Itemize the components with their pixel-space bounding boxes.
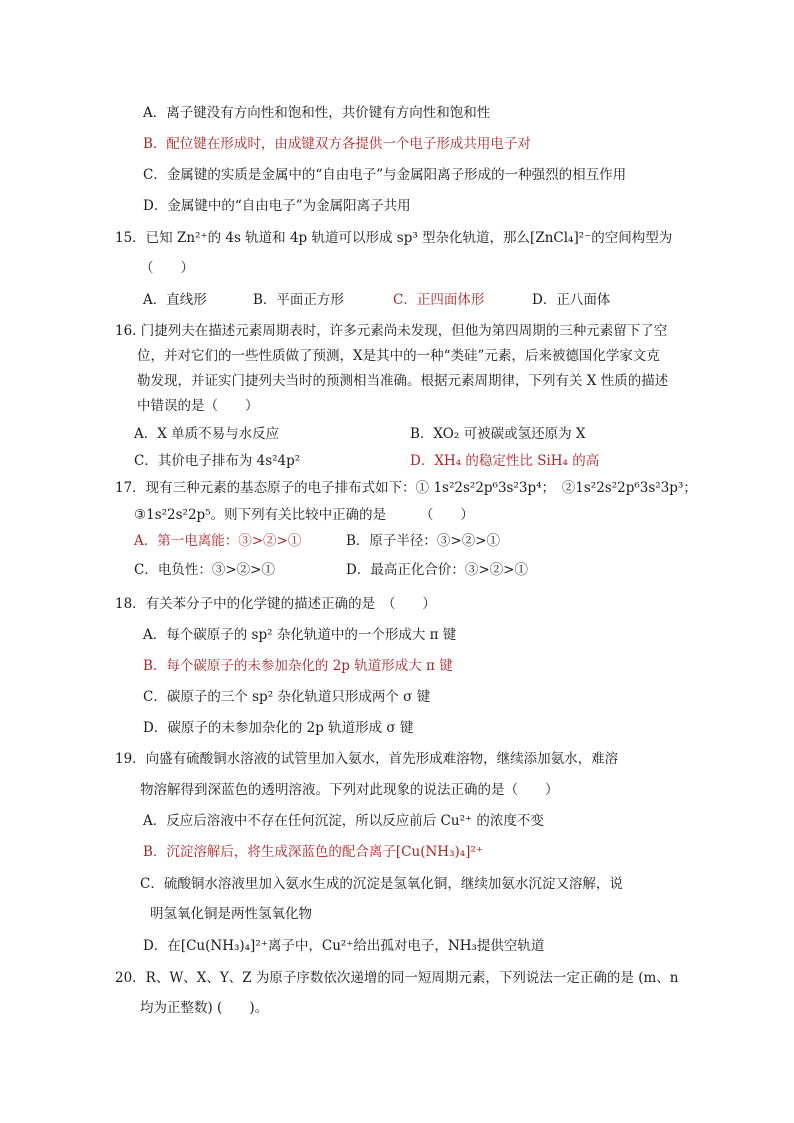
q17-options-row-2: [0, 560, 794, 580]
q17-stem-line-2: ③1s²2s²2p⁵。则下列有关比较中正确的是 （ ）: [134, 507, 474, 523]
q16-option-d-answer: D．XH₄ 的稳定性比 SiH₄ 的高: [410, 453, 600, 469]
q18-stem: 18．有关苯分子中的化学键的描述正确的是 （ ）: [115, 596, 436, 612]
q19-option-c-line-1: C．硫酸铜水溶液里加入氨水生成的沉淀是氢氧化铜，继续加氨水沉淀又溶解，说: [140, 876, 623, 892]
q19-option-c-line-2: 明氢氧化铜是两性氢氧化物: [150, 906, 312, 922]
q17-stem-line-1: 17．现有三种元素的基态原子的电子排布式如下：① 1s²2s²2p⁶3s²3p⁴； ②1s²2s²2p⁶3s²3p³；: [115, 480, 697, 496]
q18-option-c: C．碳原子的三个 sp² 杂化轨道只形成两个 σ 键: [143, 689, 431, 705]
q15-stem-line-1: 15．已知 Zn²⁺的 4s 轨道和 4p 轨道可以形成 sp³ 型杂化轨道，那么[ZnCl₄]²⁻的空间构型为: [115, 230, 673, 246]
q17-option-c: C．电负性：③>②>①: [134, 562, 275, 578]
q14-option-a: A．离子键没有方向性和饱和性，共价键有方向性和饱和性: [143, 105, 491, 121]
q16-options-row-2: [0, 451, 794, 471]
q19-stem-line-2: 物溶解得到深蓝色的透明溶液。下列对此现象的说法正确的是（ ）: [140, 782, 559, 798]
q20-stem-line-1: 20．R、W、X、Y、Z 为原子序数依次递增的同一短周期元素，下列说法一定正确的是 (m、n: [115, 970, 679, 986]
q19-option-a: A．反应后溶液中不存在任何沉淀，所以反应前后 Cu²⁺ 的浓度不变: [143, 813, 544, 829]
q16-options-row-1: [0, 424, 794, 444]
q17-options-row-1: [0, 531, 794, 551]
q15-option-a: A．直线形: [143, 292, 207, 308]
q14-option-b-answer: B．配位键在形成时，由成键双方各提供一个电子形成共用电子对: [143, 136, 531, 152]
q16-option-a: A．X 单质不易与水反应: [134, 426, 280, 442]
q15-option-b: B．平面正方形: [253, 292, 344, 308]
q16-option-c: C．其价电子排布为 4s²4p²: [134, 453, 301, 469]
q18-option-a: A．每个碳原子的 sp² 杂化轨道中的一个形成大 π 键: [143, 627, 457, 643]
q15-option-c-answer: C．正四面体形: [393, 292, 485, 308]
q15-option-d: D．正八面体: [532, 292, 611, 308]
q17-option-a-answer: A．第一电离能：③>②>①: [134, 533, 302, 549]
q19-stem-line-1: 19．向盛有硫酸铜水溶液的试管里加入氨水，首先形成难溶物，继续添加氨水，难溶: [115, 751, 619, 767]
q15-options-row: [0, 290, 794, 310]
q14-option-c: C．金属键的实质是金属中的“自由电子”与金属阳离子形成的一种强烈的相互作用: [143, 167, 627, 183]
q19-option-b-answer: B．沉淀溶解后，将生成深蓝色的配合离子[Cu(NH₃)₄]²⁺: [143, 844, 483, 860]
q17-option-b: B．原子半径：③>②>①: [346, 533, 501, 549]
q16-stem-line-2: 位，并对它们的一些性质做了预测，X是其中的一种“类硅”元素，后来被德国化学家文克: [137, 348, 660, 364]
q18-option-d: D．碳原子的未参加杂化的 2p 轨道形成 σ 键: [143, 720, 414, 736]
q19-option-d: D．在[Cu(NH₃)₄]²⁺离子中，Cu²⁺给出孤对电子，NH₃提供空轨道: [143, 938, 545, 954]
q15-stem-line-2: （ ）: [140, 260, 194, 276]
q14-option-d: D．金属键中的“自由电子”为金属阳离子共用: [143, 198, 411, 214]
q16-option-b: B．XO₂ 可被碳或氢还原为 X: [410, 426, 586, 442]
q16-stem-line-3: 勒发现，并证实门捷列夫当时的预测相当准确。根据元素周期律，下列有关 X 性质的描述: [137, 373, 669, 389]
q16-stem-line-4: 中错误的是（ ）: [137, 398, 259, 414]
q18-option-b-answer: B．每个碳原子的未参加杂化的 2p 轨道形成大 π 键: [143, 658, 453, 674]
q20-stem-line-2: 均为正整数) ( )。: [140, 1000, 269, 1016]
q16-stem-line-1: 16. 门捷列夫在描述元素周期表时，许多元素尚未发现，但他为第四周期的三种元素留下了空: [115, 323, 668, 339]
q17-option-d: D．最高正化合价：③>②>①: [346, 562, 528, 578]
